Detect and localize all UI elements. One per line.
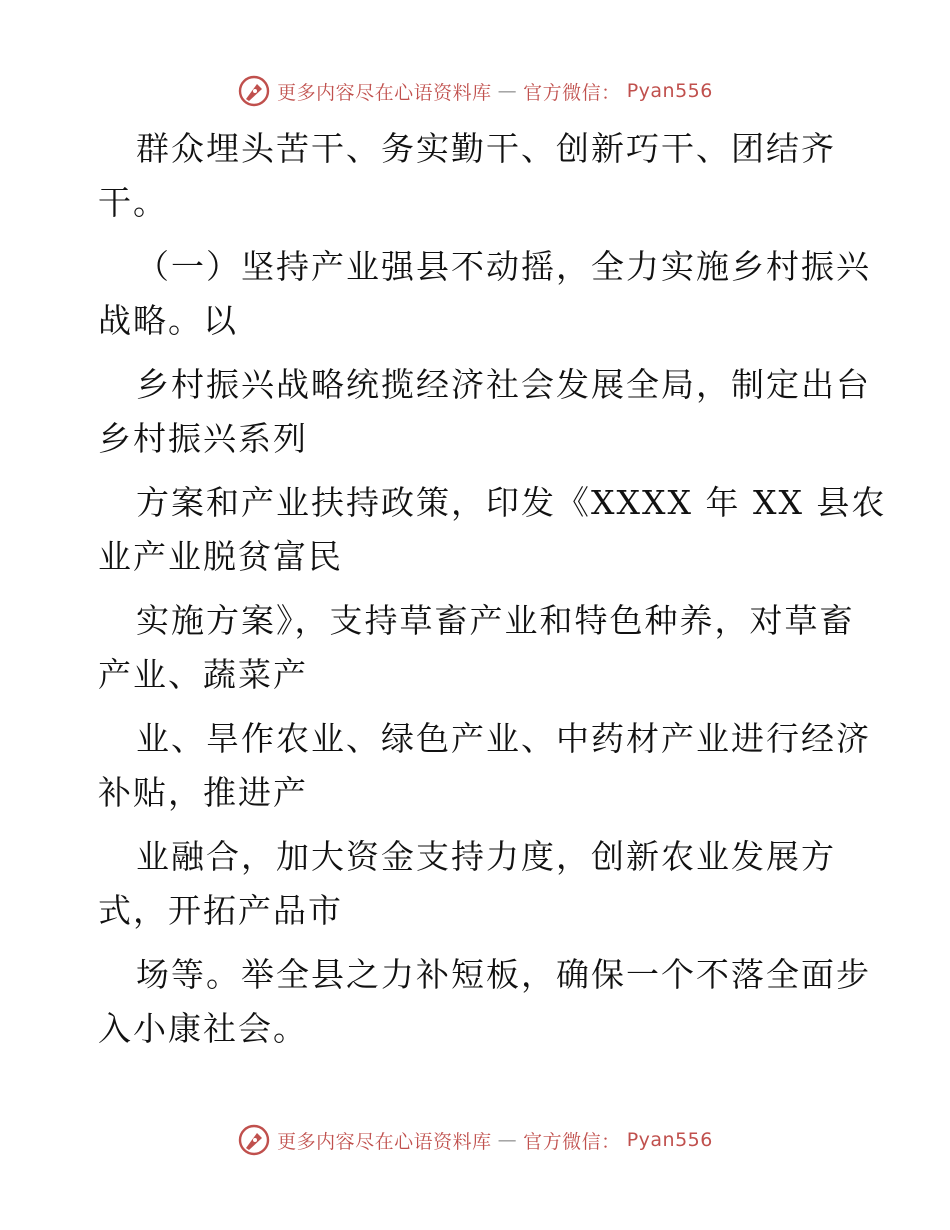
paragraph-line: 业产业脱贫富民: [98, 537, 343, 576]
paragraph-line: 补贴，推进产: [98, 773, 308, 812]
watermark-label: 官方微信：: [523, 81, 621, 104]
paragraph-line: （一）坚持产业强县不动摇，全力实施乡村振兴: [136, 247, 871, 286]
document-body: [98, 122, 887, 1066]
watermark-text: 更多内容尽在心语资料库: [277, 81, 492, 104]
paragraph-line: 战略。以: [98, 301, 238, 340]
watermark-account: Pyan556: [626, 1129, 713, 1151]
paragraph-line: 式，开拓产品市: [98, 891, 343, 930]
paragraph-line: 场等。举全县之力补短板，确保一个不落全面步: [136, 955, 871, 994]
paragraph-line: 乡村振兴战略统揽经济社会发展全局，制定出台: [136, 365, 871, 404]
paragraph: [98, 594, 858, 702]
paragraph: [98, 948, 871, 1056]
paragraph: [98, 240, 871, 348]
header-watermark: [0, 71, 950, 111]
watermark-label: 官方微信：: [523, 1130, 621, 1153]
paragraph: [98, 122, 858, 230]
footer-watermark: [0, 1120, 950, 1160]
paragraph-line: 干。: [98, 183, 168, 222]
paragraph: [98, 476, 887, 584]
paragraph: [98, 712, 871, 820]
paragraph: [98, 830, 858, 938]
paragraph-line: 乡村振兴系列: [98, 419, 308, 458]
paragraph-line: 入小康社会。: [98, 1009, 308, 1048]
watermark-dash: —: [497, 1129, 518, 1151]
paragraph: [98, 358, 871, 466]
pen-nib-logo-icon: [237, 74, 271, 108]
paragraph-line: 产业、蔬菜产: [98, 655, 308, 694]
watermark-account: Pyan556: [626, 80, 713, 102]
paragraph-line: 业融合，加大资金支持力度，创新农业发展方: [136, 837, 836, 876]
paragraph-line: 业、旱作农业、绿色产业、中药材产业进行经济: [136, 719, 871, 758]
pen-nib-logo-icon: [237, 1123, 271, 1157]
paragraph-line: 实施方案》，支持草畜产业和特色种养，对草畜: [136, 601, 855, 640]
watermark-text: 更多内容尽在心语资料库: [277, 1130, 492, 1153]
paragraph-line: 方案和产业扶持政策，印发《XXXX 年 XX 县农: [136, 483, 887, 522]
paragraph-line: 群众埋头苦干、务实勤干、创新巧干、团结齐: [136, 129, 836, 168]
watermark-dash: —: [497, 80, 518, 102]
